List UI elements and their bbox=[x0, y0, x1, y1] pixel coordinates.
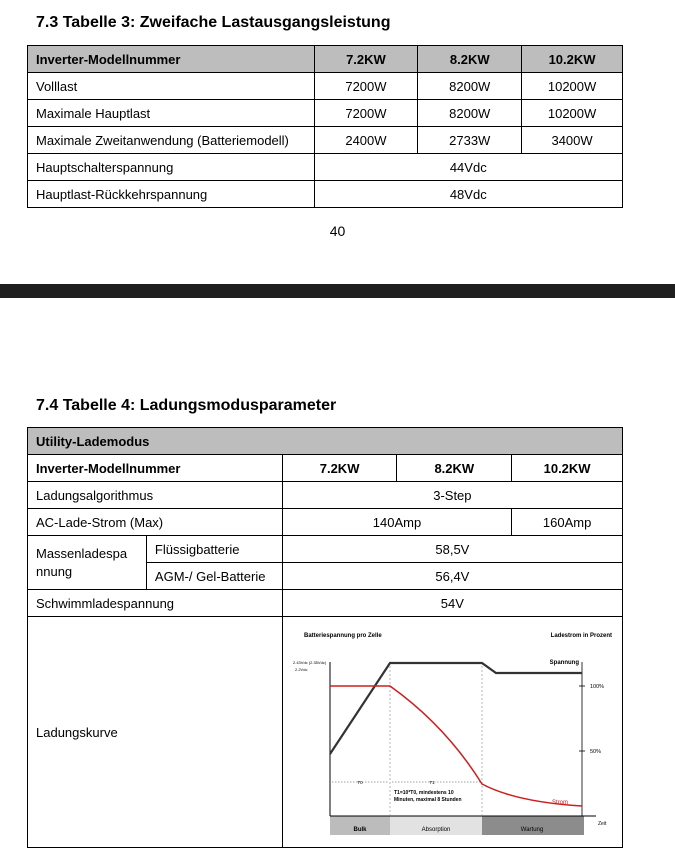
table-row bbox=[28, 181, 623, 208]
header-cell: 10.2KW bbox=[522, 46, 623, 73]
left-tick-label-2: 2.2Vdc bbox=[295, 667, 308, 672]
pct-100-label: 100% bbox=[590, 684, 605, 690]
table-row bbox=[28, 509, 623, 536]
sub-label: AGM-/ Gel-Batterie bbox=[146, 563, 282, 590]
bulk-label-line2: nnung bbox=[36, 563, 73, 579]
header-cell: 7.2KW bbox=[314, 46, 418, 73]
section-title-7-4: 7.4 Tabelle 4: Ladungsmodusparameter bbox=[36, 397, 337, 414]
table-cell: 10200W bbox=[522, 100, 623, 127]
t0-label: T0 bbox=[357, 780, 363, 785]
t-note-line1: T1=10*T0, mindestens 10 bbox=[394, 790, 454, 796]
page-number: 40 bbox=[329, 223, 346, 239]
header-cell: Inverter-Modellnummer bbox=[28, 46, 315, 73]
current-label: Strom bbox=[551, 800, 569, 806]
table-row bbox=[28, 127, 623, 154]
page-separator bbox=[0, 284, 675, 298]
table-cell: 58,5V bbox=[282, 536, 622, 563]
table-cell: 44Vdc bbox=[314, 154, 622, 181]
row-label bbox=[28, 536, 147, 590]
row-label: Maximale Zweitanwendung (Batteriemodell) bbox=[28, 127, 315, 154]
table-row bbox=[28, 100, 623, 127]
model-header-row bbox=[28, 455, 623, 482]
section-title-7-3: 7.3 Tabelle 3: Zweifache Lastausgangsleistung bbox=[36, 14, 391, 31]
row-label: Ladungskurve bbox=[28, 617, 283, 848]
row-label: Maximale Hauptlast bbox=[28, 100, 315, 127]
table-row bbox=[28, 536, 623, 563]
header-cell: 8.2KW bbox=[397, 455, 512, 482]
row-label: Hauptschalterspannung bbox=[28, 154, 315, 181]
row-label: Ladungsalgorithmus bbox=[28, 482, 283, 509]
table-cell: 54V bbox=[282, 590, 622, 617]
time-label: Zeit bbox=[598, 821, 607, 827]
t-note-line2: Minuten, maximal 8 Stunden bbox=[394, 797, 462, 803]
row-label: Schwimmladespannung bbox=[28, 590, 283, 617]
bulk-label-line1: Massenladespa bbox=[36, 545, 128, 561]
dual-output-table bbox=[27, 45, 623, 208]
phase-bulk-label: Bulk bbox=[353, 827, 367, 833]
table-cell: 10200W bbox=[522, 73, 623, 100]
mode-header-row bbox=[28, 428, 623, 455]
y-left-label: Batteriespannung pro Zelle bbox=[304, 633, 382, 639]
table-cell: 3400W bbox=[522, 127, 623, 154]
table-cell: 7200W bbox=[314, 100, 418, 127]
header-cell: Inverter-Modellnummer bbox=[28, 455, 283, 482]
table-header-row bbox=[28, 46, 623, 73]
table-cell: 160Amp bbox=[512, 509, 623, 536]
table-cell: 140Amp bbox=[282, 509, 511, 536]
phase-absorption-label: Absorption bbox=[421, 827, 451, 833]
header-cell: 8.2KW bbox=[418, 46, 522, 73]
y-right-label: Ladestrom in Prozent bbox=[550, 633, 612, 639]
table-cell: 2400W bbox=[314, 127, 418, 154]
header-cell: 7.2KW bbox=[282, 455, 397, 482]
charging-curve-chart bbox=[286, 626, 620, 835]
table-row bbox=[28, 73, 623, 100]
row-label: Volllast bbox=[28, 73, 315, 100]
table-cell: 56,4V bbox=[282, 563, 622, 590]
t1-label: T1 bbox=[429, 780, 435, 785]
table-cell: 3-Step bbox=[282, 482, 622, 509]
voltage-curve bbox=[330, 663, 582, 754]
table-cell: 8200W bbox=[418, 73, 522, 100]
pct-50-label: 50% bbox=[590, 749, 602, 755]
table-cell: 7200W bbox=[314, 73, 418, 100]
left-tick-label: 2.43Vdc (2.35Vdc) bbox=[293, 660, 327, 665]
table-row bbox=[28, 482, 623, 509]
table-row bbox=[28, 154, 623, 181]
table-cell: 8200W bbox=[418, 100, 522, 127]
row-label: AC-Lade-Strom (Max) bbox=[28, 509, 283, 536]
phase-float-label: Wartung bbox=[520, 827, 544, 833]
table-row bbox=[28, 590, 623, 617]
voltage-label: Spannung bbox=[549, 660, 579, 666]
table-cell: 2733W bbox=[418, 127, 522, 154]
current-curve bbox=[330, 686, 582, 806]
mode-title: Utility-Lademodus bbox=[28, 428, 623, 455]
row-label: Hauptlast-Rückkehrspannung bbox=[28, 181, 315, 208]
sub-label: Flüssigbatterie bbox=[146, 536, 282, 563]
header-cell: 10.2KW bbox=[512, 455, 623, 482]
table-cell: 48Vdc bbox=[314, 181, 622, 208]
